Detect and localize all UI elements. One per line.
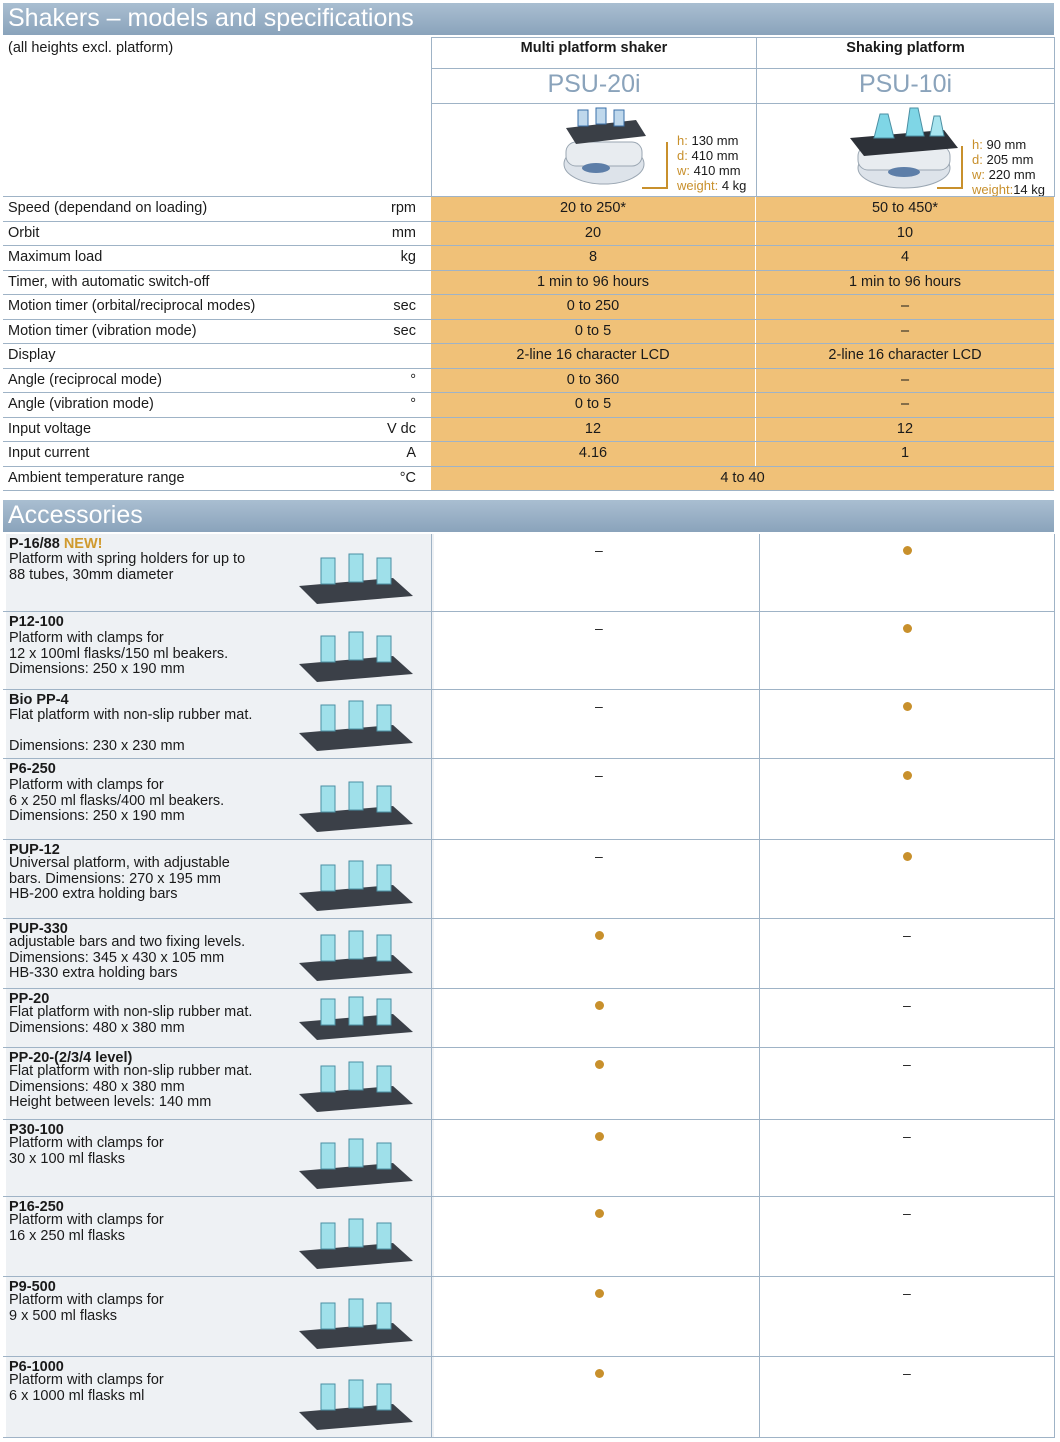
accessory-code: PP-20	[9, 991, 50, 1007]
accessory-image	[293, 694, 419, 755]
spec-row	[3, 343, 1054, 368]
spec-unit: °	[410, 371, 416, 388]
model-2-compat-dot	[903, 620, 912, 636]
spec-unit: A	[406, 445, 416, 461]
accessory-row	[3, 919, 1054, 989]
model-2-compat-dash: –	[903, 1128, 911, 1144]
spec-row	[3, 319, 1054, 344]
accessory-image	[293, 1201, 419, 1273]
accessory-image	[293, 616, 419, 686]
accessory-row	[3, 1357, 1054, 1438]
model-1-compat-dot	[595, 1365, 604, 1381]
accessory-image	[293, 1052, 419, 1116]
spec-value-2: 4	[756, 246, 1054, 270]
model-2-compat-dot	[903, 542, 912, 558]
spec-value-1: 2-line 16 character LCD	[431, 344, 755, 368]
spec-row	[3, 245, 1054, 270]
accessory-desc: Platform with clamps for 6 x 250 ml flasks/400 ml beakers. Dimensions: 250 x 190 mm	[9, 777, 225, 824]
spec-row	[3, 441, 1054, 466]
spec-value-1: 0 to 5	[431, 320, 755, 344]
spec-value-2: 10	[756, 222, 1054, 246]
psu-20i-image	[556, 106, 652, 194]
accessory-code: PUP-330	[9, 921, 68, 937]
accessory-code: P12-100	[9, 614, 64, 630]
spec-value-2: –	[756, 320, 1054, 344]
spec-value-1: 20	[431, 222, 755, 246]
page-title-band	[3, 3, 1054, 35]
page-title: Shakers – models and specifications	[8, 4, 414, 32]
spec-row	[3, 221, 1054, 246]
spec-label: Input current	[8, 445, 90, 461]
accessory-image	[293, 844, 419, 915]
spec-value-1: 20 to 250*	[431, 197, 755, 221]
spec-label: Angle (reciprocal mode)	[8, 371, 162, 388]
spec-value-1: 0 to 360	[431, 369, 755, 393]
accessory-desc: Universal platform, with adjustable bars. Dimensions: 270 x 195 mm HB-200 extra holding bars	[9, 855, 230, 902]
spec-value-2: –	[756, 393, 1054, 417]
spec-row	[3, 270, 1054, 295]
accessory-image	[293, 1281, 419, 1353]
model-1-type: Multi platform shaker	[520, 40, 668, 56]
model-2-compat-dot	[903, 698, 912, 714]
accessory-desc: Flat platform with non-slip rubber mat. Dimensions: 480 x 380 mm Height between levels: 140 mm	[9, 1063, 253, 1110]
spec-unit: kg	[400, 249, 416, 265]
accessory-code: P6-1000	[9, 1359, 64, 1375]
accessory-row	[3, 1048, 1054, 1120]
model-2-dimensions: h: 90 mm d: 205 mm w: 220 mm weight:14 kg	[972, 137, 1046, 197]
spec-value-2: 50 to 450*	[756, 197, 1054, 221]
spec-row	[3, 392, 1054, 417]
accessory-row	[3, 1277, 1054, 1357]
spec-unit: mm	[391, 224, 416, 241]
spec-row	[3, 368, 1054, 393]
model-1-compat-dash: –	[595, 542, 603, 558]
spec-label: Input voltage	[8, 420, 92, 437]
spec-unit: rpm	[391, 200, 416, 216]
spec-value-1: 4.16	[431, 442, 755, 466]
model-2-compat-dash: –	[903, 1056, 911, 1072]
model-1-compat-dot	[595, 1205, 604, 1221]
model-1-dimensions: h: 130 mm d: 410 mm w: 410 mm weight: 4 kg	[677, 133, 747, 193]
spec-value-2: 2-line 16 character LCD	[756, 344, 1054, 368]
spec-unit: sec	[393, 298, 416, 314]
accessory-row	[3, 612, 1054, 690]
spec-unit: V dc	[386, 420, 416, 437]
accessory-desc: Platform with clamps for 30 x 100 ml flasks	[9, 1135, 164, 1167]
spec-unit: °	[410, 396, 416, 412]
accessory-row	[3, 1120, 1054, 1197]
accessory-row	[3, 690, 1054, 759]
accessory-desc: Platform with clamps for 12 x 100ml flasks/150 ml beakers. Dimensions: 250 x 190 mm	[9, 630, 229, 677]
accessory-desc: Flat platform with non-slip rubber mat. Dimensions: 230 x 230 mm	[9, 707, 253, 754]
accessory-desc: adjustable bars and two fixing levels. Dimensions: 345 x 430 x 105 mm HB-330 extra holding bars	[9, 934, 246, 981]
accessory-desc: Platform with clamps for 16 x 250 ml flasks	[9, 1212, 164, 1244]
accessory-code: P9-500	[9, 1279, 56, 1295]
spec-value-1: 12	[431, 418, 755, 442]
accessories-band	[3, 500, 1054, 532]
spec-row	[3, 417, 1054, 442]
model-2-compat-dot	[903, 848, 912, 864]
accessory-image	[293, 763, 419, 836]
spec-value-1: 1 min to 96 hours	[431, 271, 755, 295]
new-badge: NEW!	[63, 536, 103, 552]
accessory-row	[3, 1197, 1054, 1277]
accessory-code: PP-20-(2/3/4 level)	[9, 1050, 133, 1066]
spec-value-all: 4 to 40	[431, 467, 1054, 491]
model-2-compat-dash: –	[903, 1285, 911, 1301]
spec-value-2: 1	[756, 442, 1054, 466]
accessory-code: P-16/88 NEW!	[9, 536, 103, 552]
spec-label: Orbit	[8, 224, 40, 241]
accessory-desc: Flat platform with non-slip rubber mat. Dimensions: 480 x 380 mm	[9, 1004, 253, 1036]
accessory-desc: Platform with clamps for 9 x 500 ml flasks	[9, 1292, 164, 1324]
spec-label: Motion timer (vibration mode)	[8, 322, 197, 339]
accessory-image	[293, 1361, 419, 1434]
spec-label: Ambient temperature range	[8, 469, 185, 486]
accessory-code: PUP-12	[9, 842, 60, 858]
dim-bracket-1	[640, 140, 670, 192]
model-1-compat-dot	[595, 1056, 604, 1072]
spec-unit: sec	[393, 322, 416, 339]
accessory-image	[293, 993, 419, 1044]
spec-value-1: 0 to 250	[431, 295, 755, 319]
accessory-code: Bio PP-4	[9, 692, 69, 708]
spec-label: Maximum load	[8, 249, 103, 265]
spec-label: Speed (dependand on loading)	[8, 200, 208, 216]
model-2-compat-dash: –	[903, 997, 911, 1013]
accessories-title: Accessories	[8, 501, 143, 529]
accessory-row	[3, 759, 1054, 840]
model-1-compat-dash: –	[595, 848, 603, 864]
model-2-compat-dash: –	[903, 927, 911, 943]
accessory-image	[293, 538, 419, 608]
accessory-row	[3, 840, 1054, 919]
spec-value-2: –	[756, 369, 1054, 393]
accessory-image	[293, 1124, 419, 1193]
model-1-compat-dot	[595, 997, 604, 1013]
model-2-compat-dash: –	[903, 1205, 911, 1221]
accessory-desc: Platform with spring holders for up to 88 tubes, 30mm diameter	[9, 551, 246, 583]
model-2-type: Shaking platform	[846, 40, 965, 56]
accessory-code: P16-250	[9, 1199, 64, 1215]
spec-value-1: 0 to 5	[431, 393, 755, 417]
model-1-compat-dot	[595, 1285, 604, 1301]
model-1-compat-dash: –	[595, 620, 603, 636]
model-2-name: PSU-10i	[858, 70, 953, 98]
spec-unit: °C	[399, 469, 416, 486]
accessory-desc: Platform with clamps for 6 x 1000 ml flasks ml	[9, 1372, 164, 1404]
accessory-code: P30-100	[9, 1122, 64, 1138]
height-note: (all heights excl. platform)	[8, 40, 174, 56]
spec-row	[3, 196, 1054, 221]
accessory-code: P6-250	[9, 761, 56, 777]
accessory-image	[293, 923, 419, 985]
spec-label: Timer, with automatic switch-off	[8, 273, 210, 290]
spec-value-1: 8	[431, 246, 755, 270]
spec-row	[3, 294, 1054, 319]
model-1-name: PSU-20i	[547, 70, 641, 98]
model-1-compat-dash: –	[595, 767, 603, 783]
spec-label: Display	[8, 347, 56, 363]
model-2-compat-dot	[903, 767, 912, 783]
spec-row	[3, 466, 1054, 491]
model-1-compat-dash: –	[595, 698, 603, 714]
accessory-row	[3, 989, 1054, 1048]
model-1-compat-dot	[595, 927, 604, 943]
model-2-compat-dash: –	[903, 1365, 911, 1381]
accessory-row	[3, 534, 1054, 612]
spec-label: Motion timer (orbital/reciprocal modes)	[8, 298, 256, 314]
spec-value-2: –	[756, 295, 1054, 319]
dim-bracket-2	[935, 144, 965, 192]
spec-value-2: 12	[756, 418, 1054, 442]
spec-label: Angle (vibration mode)	[8, 396, 154, 412]
spec-value-2: 1 min to 96 hours	[756, 271, 1054, 295]
model-1-compat-dot	[595, 1128, 604, 1144]
